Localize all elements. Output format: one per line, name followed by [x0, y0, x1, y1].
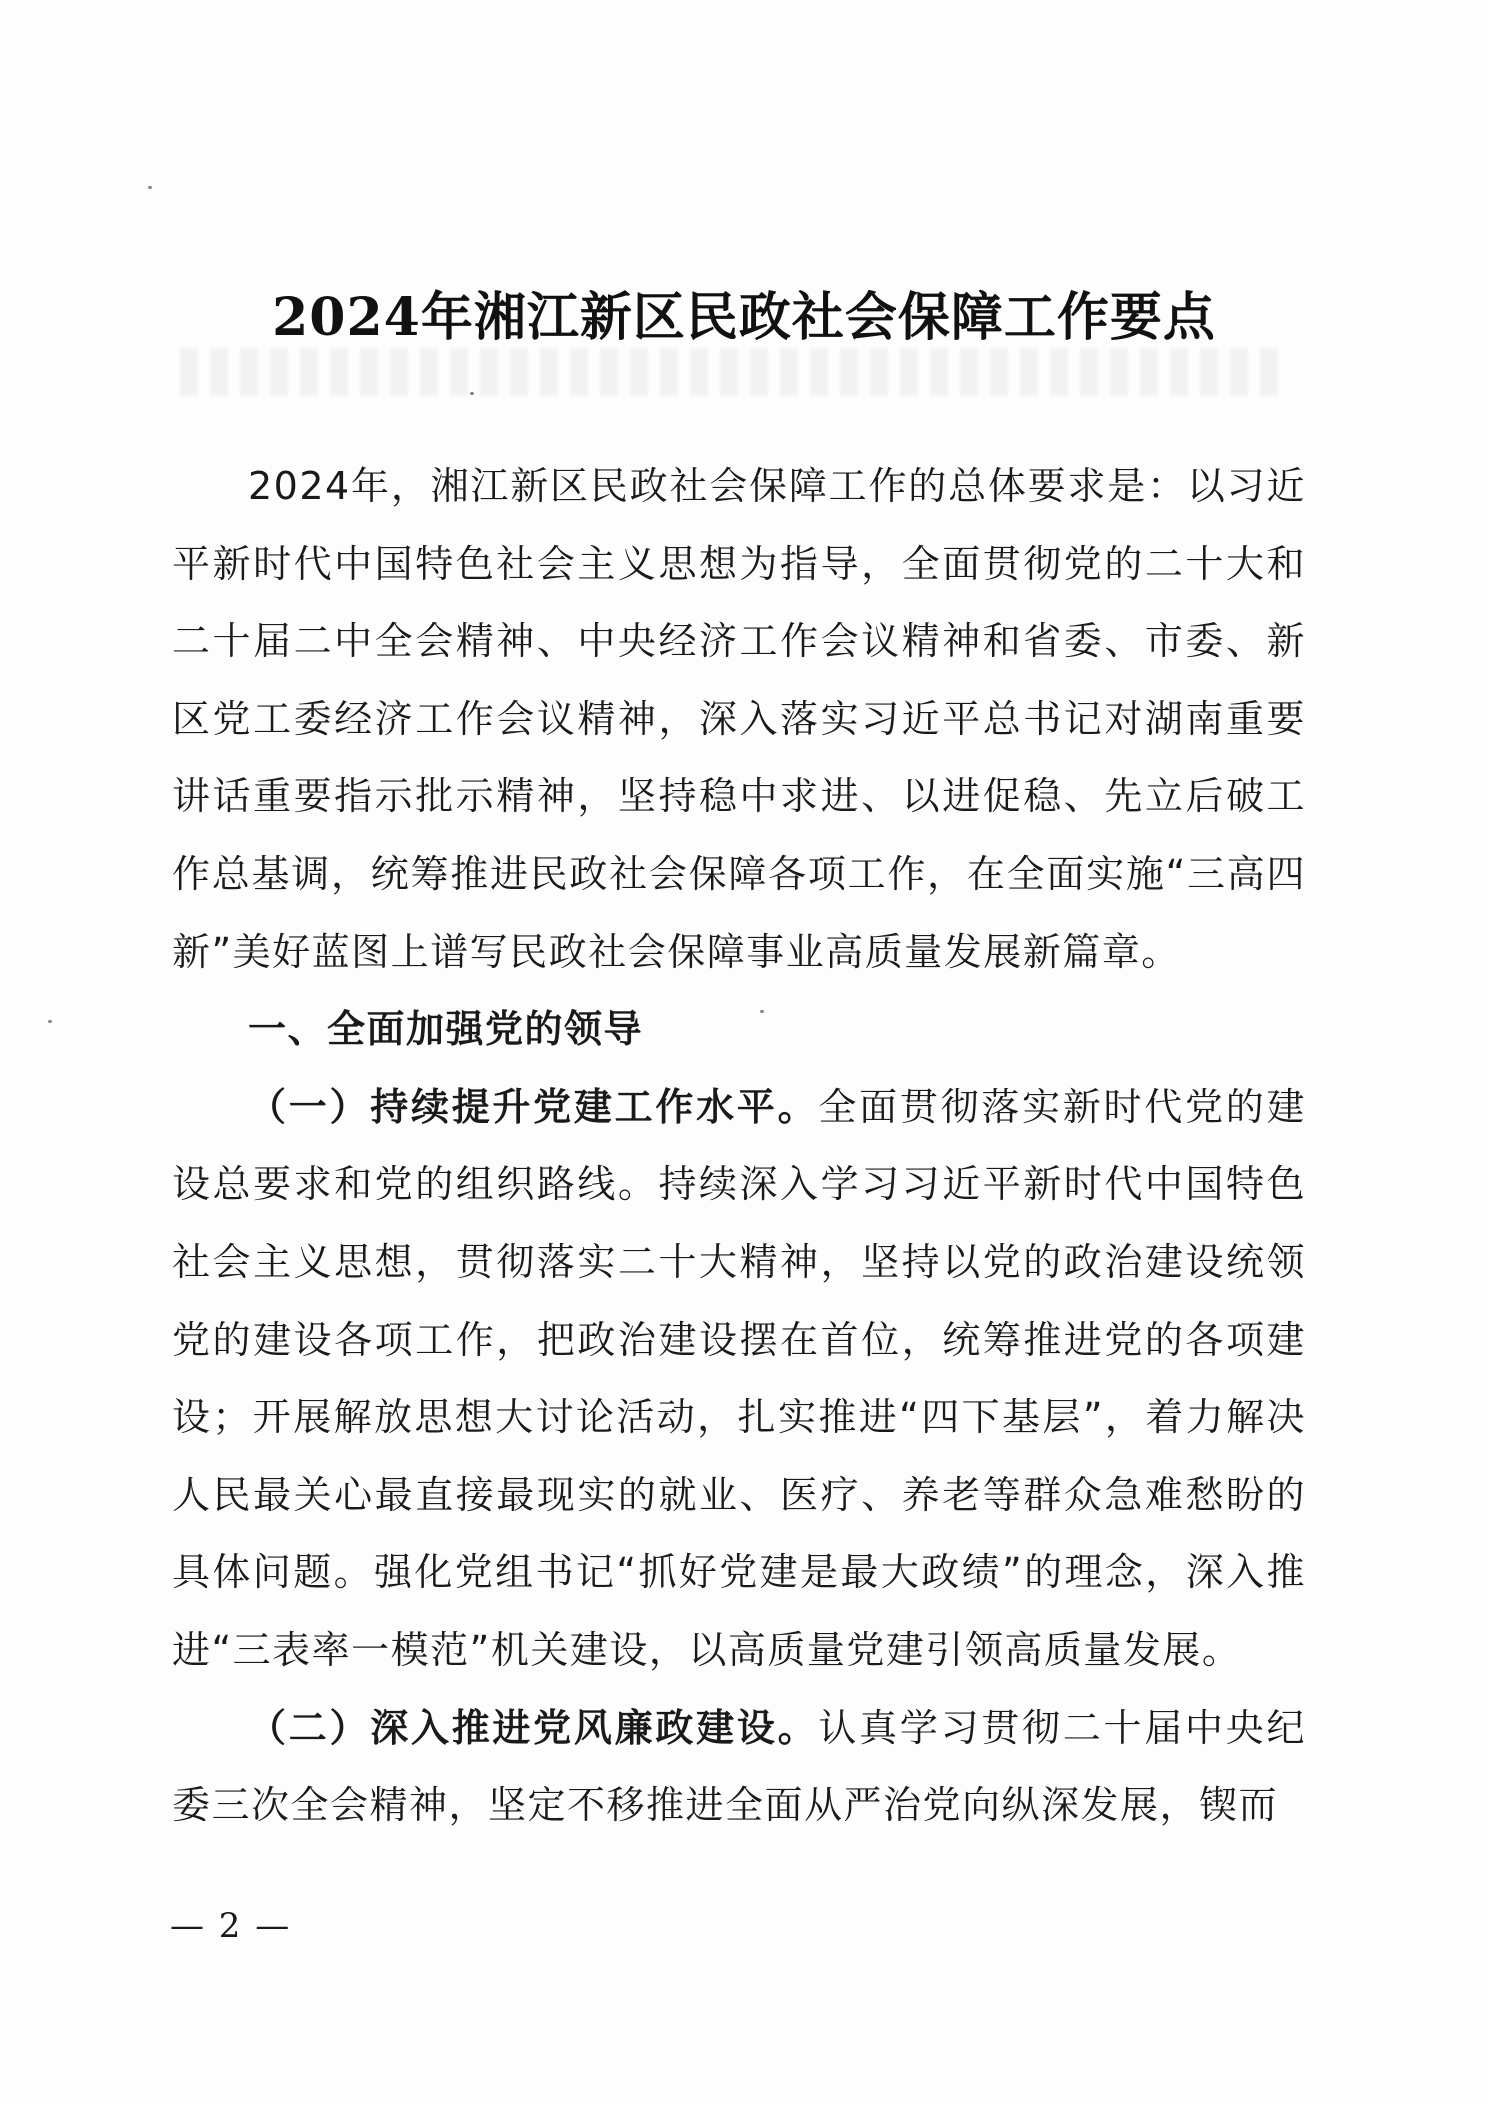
- document-title: 2024年湘江新区民政社会保障工作要点: [272, 287, 1216, 348]
- scan-speck: [48, 1020, 52, 1023]
- item-lead: （二）深入推进党风廉政建设。: [248, 1705, 819, 1750]
- section-heading: 一、全面加强党的领导: [248, 1007, 644, 1052]
- intro-paragraph: 2024年，湘江新区民政社会保障工作的总体要求是：以习近平新时代中国特色社会主义思想为指导，全面贯彻党的二十大和二十届二中全会精神、中央经济工作会议精神和省委、市委、新区党工委经济工作会议精神，深入落实习近平总书记对湖南重要讲话重要指示批示精神，坚持稳中求进、以进促稳、先立后破工作总基调，统筹推进民政社会保障各项工作，在全面实施“三高四新”美好蓝图上谱写民政社会保障事业高质量发展新篇章。: [172, 464, 1306, 974]
- section-item-1: [172, 1069, 1306, 1690]
- page-number: — 2 —: [170, 1906, 292, 1946]
- show-through-bleed: [180, 348, 1290, 396]
- scan-speck: [470, 392, 474, 395]
- section-item-2: [172, 1690, 1306, 1845]
- item-lead: （一）持续提升党建工作水平。: [248, 1084, 819, 1129]
- scan-speck: [148, 186, 152, 189]
- document-body: [172, 448, 1306, 1845]
- item-text: 认真学习贯彻二十届中央纪委三次全会精神，坚定不移推进全面从严治党向纵深发展，锲而: [172, 1705, 1306, 1828]
- item-text: 全面贯彻落实新时代党的建设总要求和党的组织路线。持续深入学习习近平新时代中国特色社会主义思想，贯彻落实二十大精神，坚持以党的政治建设统领党的建设各项工作，把政治建设摆在首位，统筹推进党的各项建设；开展解放思想大讨论活动，扎实推进“四下基层”，着力解决人民最关心最直接最现实的就业、医疗、养老等群众急难愁盼的具体问题。强化党组书记“抓好党建是最大政绩”的理念，深入推进“三表率一模范”机关建设，以高质量党建引领高质量发展。: [172, 1084, 1306, 1672]
